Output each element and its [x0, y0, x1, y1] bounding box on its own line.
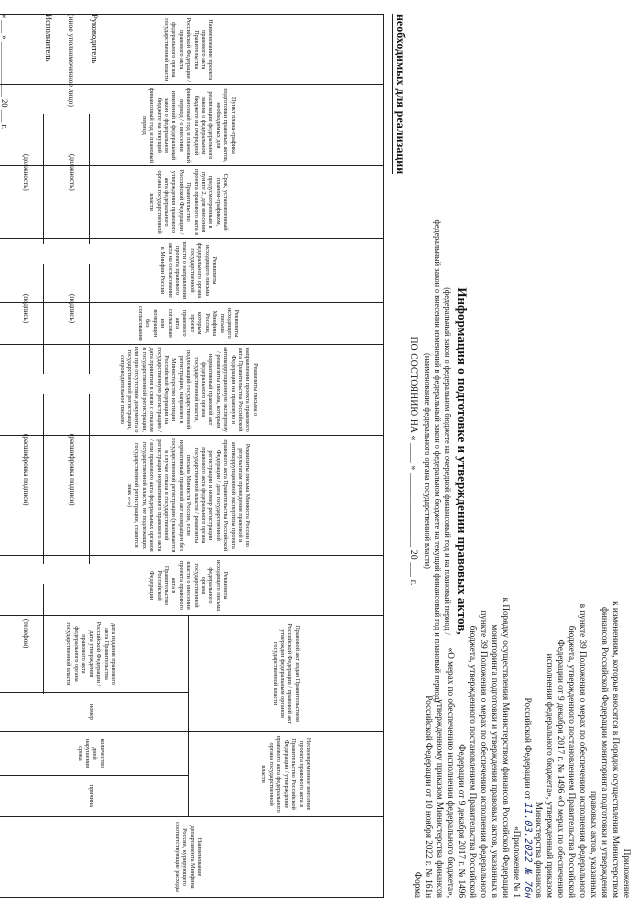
exec-signature-field[interactable] — [43, 264, 44, 374]
appendix-line: «Приложение № 1 — [512, 826, 522, 898]
appendix-line: бюджета, утвержденного постановлением Правительства Российской — [468, 625, 478, 898]
title-second-line — [392, 14, 408, 174]
header-line: в пункте 39 Положения о мерах по обеспечению исполнения федерального — [578, 603, 588, 898]
exec-signature-caption: (подпись) — [22, 294, 30, 324]
date-row — [0, 14, 10, 894]
table-subheader-cell: причина — [0, 775, 189, 816]
title-subcaption — [422, 0, 452, 922]
signature-field[interactable] — [89, 264, 90, 374]
title-line2-text: необходимых для реализации — [394, 14, 408, 175]
title-sub1: (федеральный закон о федеральном бюджете на очередной финансовый год и на плановый период / — [443, 287, 452, 635]
as-of-date: ПО СОСТОЯНИЮ НА « ____ » _______________ 20 ___ г. — [408, 336, 418, 586]
table-header-cell: Реквизиты исходящего письма федерального органа государственной власти о направлении проекта правового акта на согласование в Минфин России — [0, 238, 384, 302]
header-line: правовых актов, указанных — [589, 790, 599, 898]
appendix-line: к Порядку осуществления Министерством финансов Российской Федерации — [501, 597, 511, 898]
table-header-cell: Реквизиты письма о направлении проекта правового акта Правительства Российской Федерации на правовую и антикоррупционную экспертизу / реквизиты письма, которым нормативный правовой акт федерального органа государственной власти, подлежащий государственной регистрации, направлен в Министерство юстиции Российской Федерации на государственную регистрацию / дата принятия в связи с отказом в государственной регистрации, или при отсутствии документа о государственной регистрации, сопроводительное письмо — [0, 344, 384, 435]
header-line: Приложение — [622, 848, 632, 898]
signature-date: « ___ » _____________ 20 ___ г. — [0, 14, 10, 130]
exec-label: Исполнитель — [44, 14, 54, 62]
signature-caption: (подпись) — [68, 294, 76, 324]
position-field[interactable] — [89, 114, 90, 244]
head-sub-label: (иное уполномоченное лицо) — [67, 14, 76, 107]
table-header-cell: Наименование департамента Минфина России, курирующего соответствующие расходы — [0, 817, 384, 898]
table-header-cell: Правовой акт издан Правительством Российской Федерации / правовой акт утвержден федеральным органом государственной власти — [189, 616, 384, 732]
exec-phone-field[interactable] — [43, 584, 44, 694]
table-header-cell: Несвоевременное внесение проекта правового акта в Правительство Российской Федерации / утверждение правового акта федерального органа государственной власти — [189, 732, 384, 817]
exec-caption-row — [10, 14, 30, 894]
table-header-row — [189, 15, 384, 898]
table-header-cell: Реквизиты исходящего письма Минфина России, которым проект правового акта согласован или возвращен без согласования — [0, 303, 384, 344]
appendix-line: мониторинга подготовки и утверждения правовых актов, указанных в — [490, 624, 500, 898]
exec-position-caption: (должность) — [22, 154, 30, 191]
appendix-line: утвержденному приказом Министерства финансов — [435, 699, 445, 898]
decode-caption: (расшифровка подписи) — [68, 434, 76, 506]
header-line: Министерства финансов — [534, 801, 544, 898]
table-header-cell: Срок, установленный планом-графиком, предусмотренным в пункте 2, для внесения проекта правового акта в Правительство Российской Федерации / утверждения правового акта федерального органа государственной власти — [0, 166, 384, 239]
table-header-cell: Реквизиты исходящего письма федерального органа государственной власти о внесении проекта правового акта в Правительство Российской Федерации — [0, 555, 384, 615]
header-line: бюджета, утвержденного постановлением Правительства Российской — [567, 625, 577, 898]
header-line: Федерации от 9 декабря 2017 г. № 1496 «О мерах по обеспечению — [556, 639, 566, 898]
exec-signature-row — [30, 14, 54, 894]
header-line: исполнения федерального бюджета», утвержденный приказом — [545, 653, 555, 898]
date-line-prefix: Российской Федерации от — [523, 697, 533, 800]
title-sub2: федеральный закон о внесении изменений в федеральный закон о федеральном бюджете на текущий финансовый год и плановый период) — [433, 219, 442, 703]
exec-decode-field[interactable] — [43, 394, 44, 564]
head-signature-row — [76, 14, 100, 894]
appendix-line: пункте 39 Положения о мерах по обеспечению исполнения федерального — [479, 610, 489, 898]
table-header-cell: Наименование проекта правового акта Правительства Российской Федерации / правового акта федерального органа государственной власти — [0, 15, 384, 85]
position-caption: (должность) — [68, 154, 76, 191]
table-subheader-cell: номер — [0, 692, 189, 731]
title-area — [408, 0, 470, 922]
table-header-cell: Реквизиты письма Минюста России по результатам проведения правовой и антикоррупционной экспертизы проекта правового акта Правительства Российской Федерации / дата государственной регистрации и номер регистрации правового акта федерального органа государственной власти / реквизиты письма Минюста России, если нормативный правовой акт возвращен без государственной регистрации (указывается в случае отказа в государственной регистрации нормативного правового акта / или правового акта федеральных органов государственной власти, не подлежащих государственной регистрации, ставится знак «-») — [0, 435, 384, 555]
date-line — [522, 428, 533, 898]
signature-block — [0, 14, 100, 894]
document-title: Информация о подготовке и утверждении правовых актов, — [455, 287, 470, 635]
handwritten-date: 11.03.2022 № 76н — [522, 800, 533, 900]
form-label: Форма — [413, 871, 423, 898]
exec-decode-caption: (расшифровка подписи) — [22, 434, 30, 506]
appendix-line: «О мерах по обеспечению исполнения федерального бюджета», — [446, 647, 456, 898]
head-caption-row — [54, 14, 76, 894]
exec-phone-caption: (телефон) — [22, 619, 30, 649]
header-line: к изменениям, которые вносятся в Порядок осуществления Министерством — [611, 601, 621, 898]
appendix-line: Федерации от 9 декабря 2017 г. № 1496 — [457, 744, 467, 898]
appendix-line: Российской Федерации от 10 ноября 2022 г. № 161н — [424, 695, 434, 898]
table-subheader-cell: дата издания правового акта Правительства Российской Федерации / дата утверждения правового акта федерального органа государственной власти — [0, 616, 189, 693]
head-label: Руководитель — [90, 14, 100, 64]
decode-field[interactable] — [89, 394, 90, 564]
table-header-cell: Пункт плана-графика подготовки правовых актов, необходимых для реализации федерального закона о федеральном бюджете на очередной финансовый год и плановый период / о внесении изменений в федеральный закон о федеральном бюджете на текущий финансовый год и плановый период — [0, 85, 384, 166]
title-sub3: (наименование федерального органа государственной власти) — [423, 353, 432, 569]
table-subheader-cell: количество дней нарушения срока — [0, 732, 189, 776]
header-line: финансов Российской Федерации мониторинга подготовки и утверждения — [600, 606, 610, 898]
exec-position-field[interactable] — [43, 114, 44, 244]
